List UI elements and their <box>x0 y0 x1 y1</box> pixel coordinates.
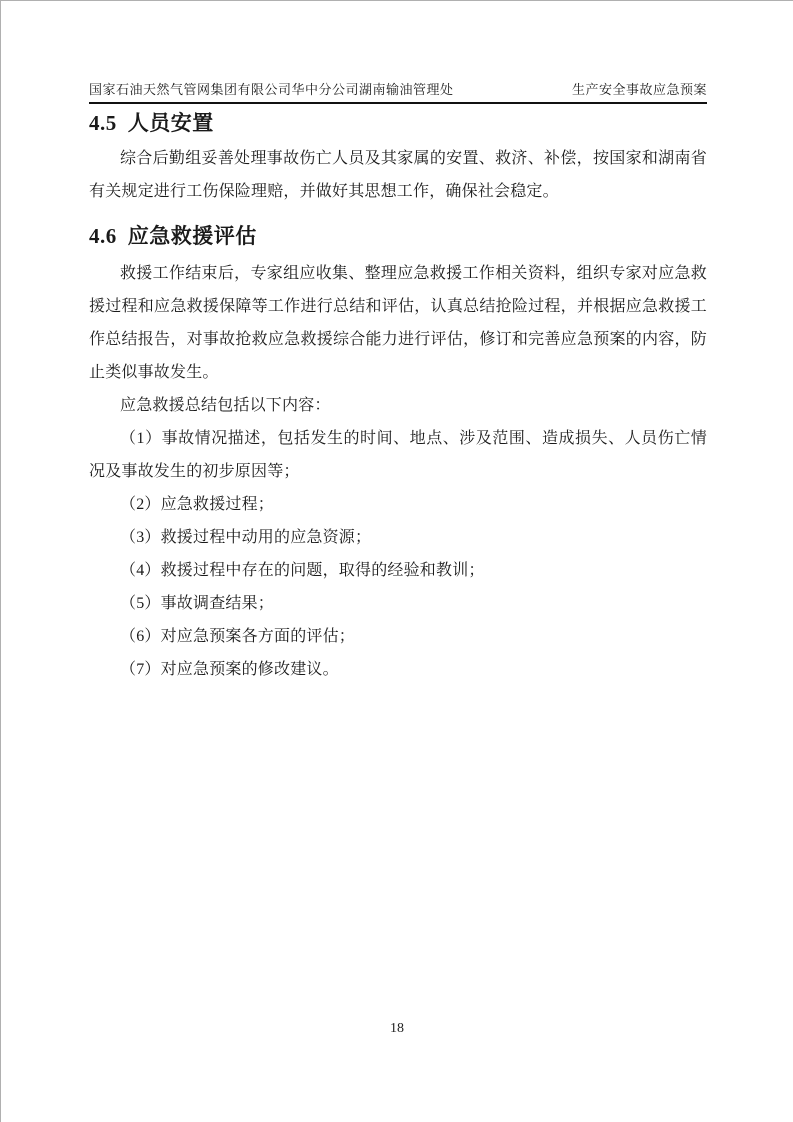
list-item-1: （1）事故情况描述，包括发生的时间、地点、涉及范围、造成损失、人员伤亡情况及事故发生的初步原因等； <box>89 430 707 480</box>
list-item-5: （5）事故调查结果； <box>120 595 275 612</box>
paragraph-rescue-evaluation: 救援工作结束后，专家组应收集、整理应急救援工作相关资料，组织专家对应急救援过程和应急救援保障等工作进行总结和评估，认真总结抢险过程，并根据应急救援工作总结报告，对事故抢救应急救援综合能力进行评估，修订和完善应急预案的内容，防止类似事故发生。 <box>89 265 707 381</box>
page-header <box>89 81 707 104</box>
section-title: 人员安置 <box>127 111 214 135</box>
list-item-6: （6）对应急预案各方面的评估； <box>120 628 356 645</box>
section-number: 4.6 <box>89 224 117 248</box>
page-content <box>89 104 707 686</box>
list-item-3: （3）救援过程中动用的应急资源； <box>120 529 372 546</box>
list-item-4: （4）救援过程中存在的问题，取得的经验和教训； <box>120 562 485 579</box>
header-doc-title: 生产安全事故应急预案 <box>571 82 707 97</box>
paragraph-summary-intro: 应急救援总结包括以下内容： <box>120 397 331 414</box>
page-number: 18 <box>390 1021 404 1036</box>
section-heading-4-5 <box>89 110 707 137</box>
header-company-name: 国家石油天然气管网集团有限公司华中分公司湖南输油管理处 <box>89 82 454 97</box>
paragraph-personnel-resettlement: 综合后勤组妥善处理事故伤亡人员及其家属的安置、救济、补偿，按国家和湖南省有关规定进行工伤保险理赔，并做好其思想工作，确保社会稳定。 <box>89 150 707 200</box>
list-item-2: （2）应急救援过程； <box>120 496 275 513</box>
section-heading-4-6 <box>89 223 707 250</box>
list-item-7: （7）对应急预案的修改建议。 <box>120 661 339 678</box>
section-title: 应急救援评估 <box>127 224 257 248</box>
section-number: 4.5 <box>89 111 117 135</box>
page-footer <box>1 1021 793 1037</box>
